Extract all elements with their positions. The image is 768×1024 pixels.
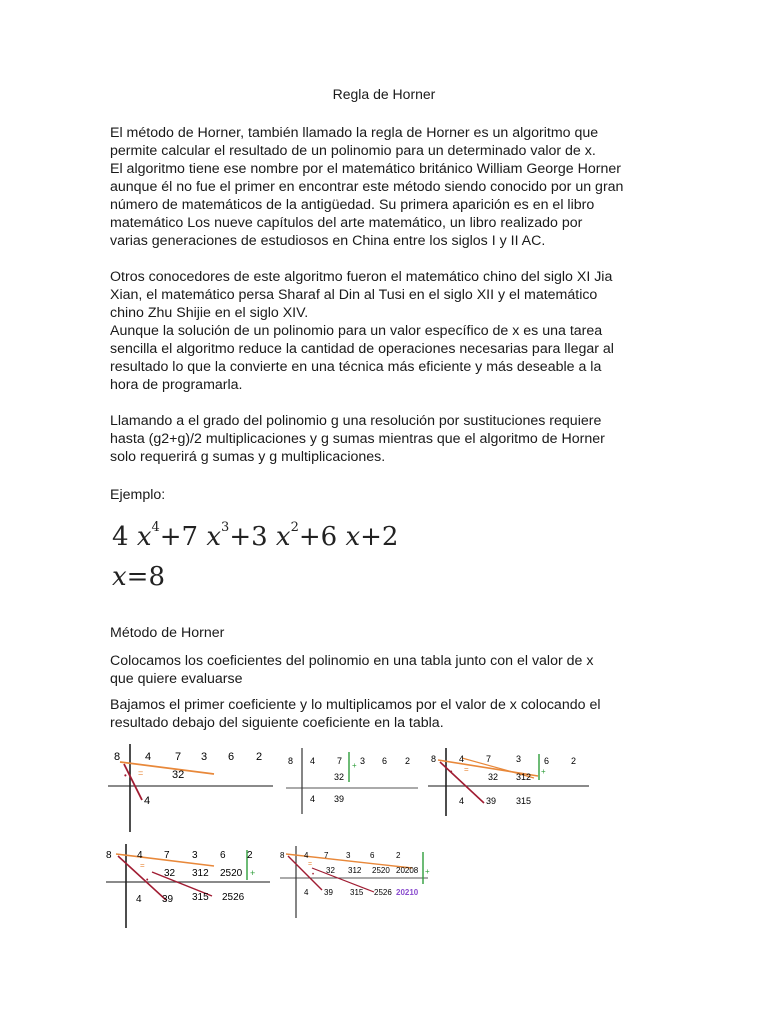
table-coef: 7 bbox=[175, 751, 182, 763]
table-sum: 39 bbox=[162, 894, 174, 905]
multiply-dot: • bbox=[146, 877, 149, 884]
horner-table-step-4 bbox=[104, 842, 272, 930]
table-sum: 2526 bbox=[374, 888, 392, 897]
multiply-dot: • bbox=[312, 872, 315, 878]
table-coef: 3 bbox=[346, 851, 351, 860]
x-value-equation: x=8 bbox=[112, 562, 165, 592]
table-product: 20208 bbox=[396, 866, 419, 875]
table-sum: 4 bbox=[459, 796, 465, 806]
table-coef: 6 bbox=[370, 851, 375, 860]
plus-sign: + bbox=[352, 761, 357, 770]
multiply-dot: • bbox=[124, 771, 127, 780]
equals-sign: = bbox=[138, 768, 144, 778]
table-product: 32 bbox=[172, 769, 185, 781]
table-coef: 7 bbox=[164, 850, 170, 861]
method-heading: Método de Horner bbox=[110, 625, 225, 641]
table-product: 2520 bbox=[220, 868, 243, 879]
table-x-value: 8 bbox=[114, 751, 121, 763]
table-coef: 7 bbox=[324, 851, 329, 860]
table-sum: 4 bbox=[144, 795, 151, 807]
table-product: 312 bbox=[516, 772, 532, 782]
horner-table-step-3 bbox=[426, 746, 591, 818]
table-coef: 3 bbox=[360, 756, 366, 766]
table-coef: 7 bbox=[337, 756, 343, 766]
table-coef: 4 bbox=[304, 851, 309, 860]
table-product: 312 bbox=[348, 866, 362, 875]
table-coef: 3 bbox=[192, 850, 198, 861]
table-coef: 3 bbox=[201, 751, 208, 763]
equals-sign: = bbox=[140, 861, 145, 870]
table-sum: 4 bbox=[136, 894, 142, 905]
multiply-dot: • bbox=[450, 769, 453, 776]
table-sum: 315 bbox=[192, 892, 209, 903]
paragraph-procedure: Bajamos el primer coeficiente y lo multiplicamos por el valor de x colocando el resultado debajo del siguiente coeficiente en la tabla. bbox=[110, 697, 601, 731]
table-coef: 6 bbox=[228, 751, 235, 763]
table-sum: 315 bbox=[516, 796, 532, 806]
table-product: 32 bbox=[326, 866, 335, 875]
polynomial-equation: 4 $x^4+7$ $x^3+3$ $x^2+6$ x+2 bbox=[112, 520, 399, 552]
table-product: 32 bbox=[164, 868, 176, 879]
plus-sign: + bbox=[425, 867, 430, 876]
table-product: 2520 bbox=[372, 866, 390, 875]
table-product: 312 bbox=[192, 868, 209, 879]
table-coef: 2 bbox=[247, 850, 253, 861]
table-coef: 2 bbox=[256, 751, 263, 763]
table-sum: 39 bbox=[486, 796, 497, 806]
table-coef: 6 bbox=[382, 756, 388, 766]
table-coef: 4 bbox=[137, 850, 143, 861]
paragraph-complexity: Llamando a el grado del polinomio g una resolución por sustituciones requiere hasta (g2+g)/2 multiplicaciones y g sumas mientras que el algoritmo de Horner solo requerirá g sumas y g multiplicaciones. bbox=[110, 413, 605, 465]
table-x-value: 8 bbox=[431, 754, 437, 764]
plus-sign: + bbox=[541, 767, 546, 776]
paragraph-intro: El método de Horner, también llamado la regla de Horner es un algoritmo que permite calcular el resultado de un polinomio para un determinado valor de x. El algoritmo tiene ese nombre por el matemático británico William George Horner aunque él no fue el primer en encontrar este método siendo conocido por un gran número de matemáticos de la antigüedad. Su primera aparición es en el libro matemático Los nueve capítulos del arte matemático, un libro realizado por varias generaciones de estudiosos en China entre los siglos I y II AC. bbox=[110, 125, 624, 249]
table-coef: 2 bbox=[396, 851, 401, 860]
table-sum: 39 bbox=[334, 794, 345, 804]
table-product: 32 bbox=[334, 772, 345, 782]
horner-table-step-1 bbox=[108, 742, 276, 834]
paragraph-coefficients: Colocamos los coeficientes del polinomio en una tabla junto con el valor de x que quiere evaluarse bbox=[110, 653, 594, 687]
equals-sign: = bbox=[308, 861, 313, 868]
table-coef: 4 bbox=[145, 751, 152, 763]
table-coef: 2 bbox=[571, 756, 577, 766]
plus-sign: + bbox=[250, 868, 256, 878]
table-coef: 4 bbox=[459, 754, 465, 764]
horner-table-step-2 bbox=[282, 746, 422, 816]
table-product: 32 bbox=[488, 772, 499, 782]
horner-table-step-5 bbox=[278, 844, 430, 920]
table-coef: 2 bbox=[405, 756, 411, 766]
paragraph-history: Otros conocedores de este algoritmo fueron el matemático chino del siglo XI Jia Xian, el matemático persa Sharaf al Din al Tusi en el siglo XII y el matemático chino Zhu Shijie en el siglo XIV. Aunque la solución de un polinomio para un valor específico de x es una tarea sencilla el algoritmo reduce la cantidad de operaciones necesarias para llegar al resultado lo que la convierte en una técnica más eficiente y más deseable a la hora de programarla. bbox=[110, 269, 614, 393]
table-x-value: 8 bbox=[280, 851, 285, 860]
table-sum: 39 bbox=[324, 888, 333, 897]
example-label: Ejemplo: bbox=[110, 487, 166, 503]
table-coef: 6 bbox=[220, 850, 226, 861]
table-coef: 7 bbox=[486, 754, 492, 764]
table-sum: 2526 bbox=[222, 892, 245, 903]
table-coef: 4 bbox=[310, 756, 316, 766]
table-sum: 4 bbox=[310, 794, 316, 804]
document-title: Regla de Horner bbox=[332, 86, 436, 102]
table-x-value: 8 bbox=[106, 850, 112, 861]
table-sum: 4 bbox=[304, 888, 309, 897]
table-x-value: 8 bbox=[288, 756, 294, 766]
final-result: 20210 bbox=[396, 888, 419, 897]
equals-sign: = bbox=[464, 765, 469, 774]
table-coef: 6 bbox=[544, 756, 550, 766]
table-sum: 315 bbox=[350, 888, 364, 897]
table-coef: 3 bbox=[516, 754, 522, 764]
